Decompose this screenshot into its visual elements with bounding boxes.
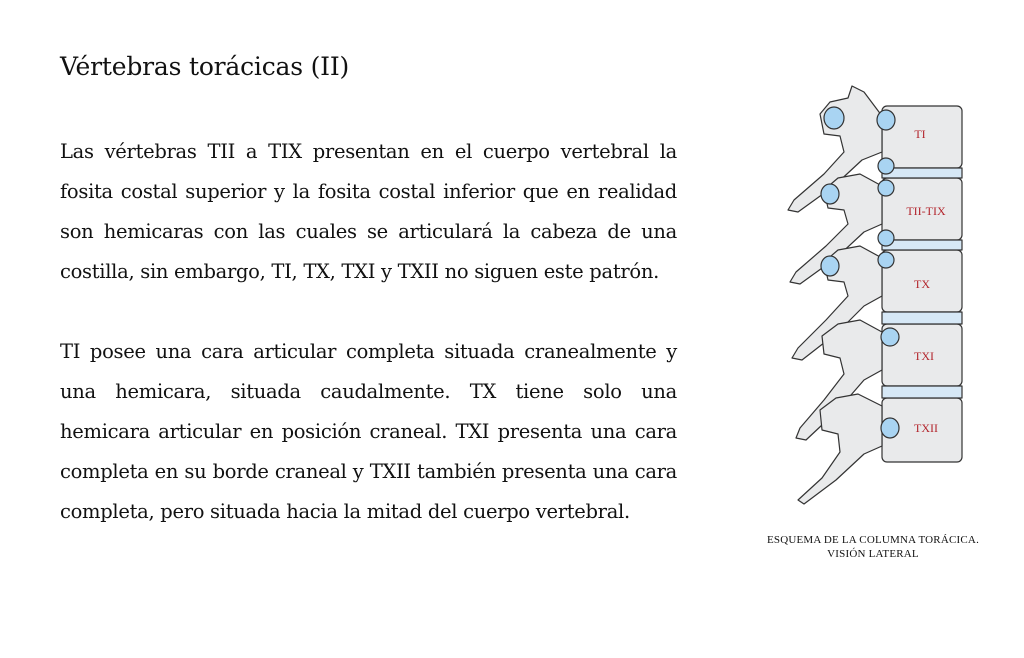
- costal-facet: [878, 158, 894, 174]
- costal-facet: [878, 252, 894, 268]
- costal-facet: [878, 180, 894, 196]
- transverse-facet: [824, 107, 844, 129]
- intervertebral-disc: [882, 386, 962, 398]
- vertebra-label-ti: TI: [914, 127, 926, 141]
- spine-diagram-svg: [752, 82, 992, 512]
- costal-facet: [881, 328, 899, 346]
- vertebra-label-tii-tix: TII-TIX: [906, 204, 946, 218]
- figure-caption: [752, 533, 994, 561]
- paragraph-1: Las vértebras TII a TIX presentan en el cuerpo vertebral la fosita costal superior y la fosita costal inferior que en realidad son hemicaras con las cuales se articulará la cabeza de una costilla, sin embargo, TI, TX, TXI y TXII no siguen este patrón.: [60, 140, 677, 283]
- intervertebral-disc: [882, 168, 962, 178]
- costal-facet: [878, 230, 894, 246]
- caption-line-1: ESQUEMA DE LA COLUMNA TORÁCICA.: [766, 534, 980, 546]
- posterior-arch: [798, 394, 882, 504]
- transverse-facet: [821, 184, 839, 204]
- page-title: Vértebras torácicas (II): [60, 52, 350, 81]
- vertebra-label-txi: TXI: [914, 349, 934, 363]
- body-text: [60, 132, 677, 532]
- vertebra-label-txii: TXII: [914, 421, 938, 435]
- transverse-facet: [821, 256, 839, 276]
- spine-diagram: [752, 82, 992, 512]
- vertebra-label-tx: TX: [914, 277, 930, 291]
- costal-facet: [881, 418, 899, 438]
- costal-facet: [877, 110, 895, 130]
- intervertebral-disc: [882, 240, 962, 250]
- caption-line-2: VISIÓN LATERAL: [827, 548, 919, 560]
- paragraph-2: TI posee una cara articular completa situada cranealmente y una hemicara, situada caudalmente. TX tiene solo una hemicara articular en posición craneal. TXI presenta una cara completa en su borde craneal y TXII también presenta una cara completa, pero situada hacia la mitad del cuerpo vertebral.: [60, 340, 677, 523]
- intervertebral-disc: [882, 312, 962, 324]
